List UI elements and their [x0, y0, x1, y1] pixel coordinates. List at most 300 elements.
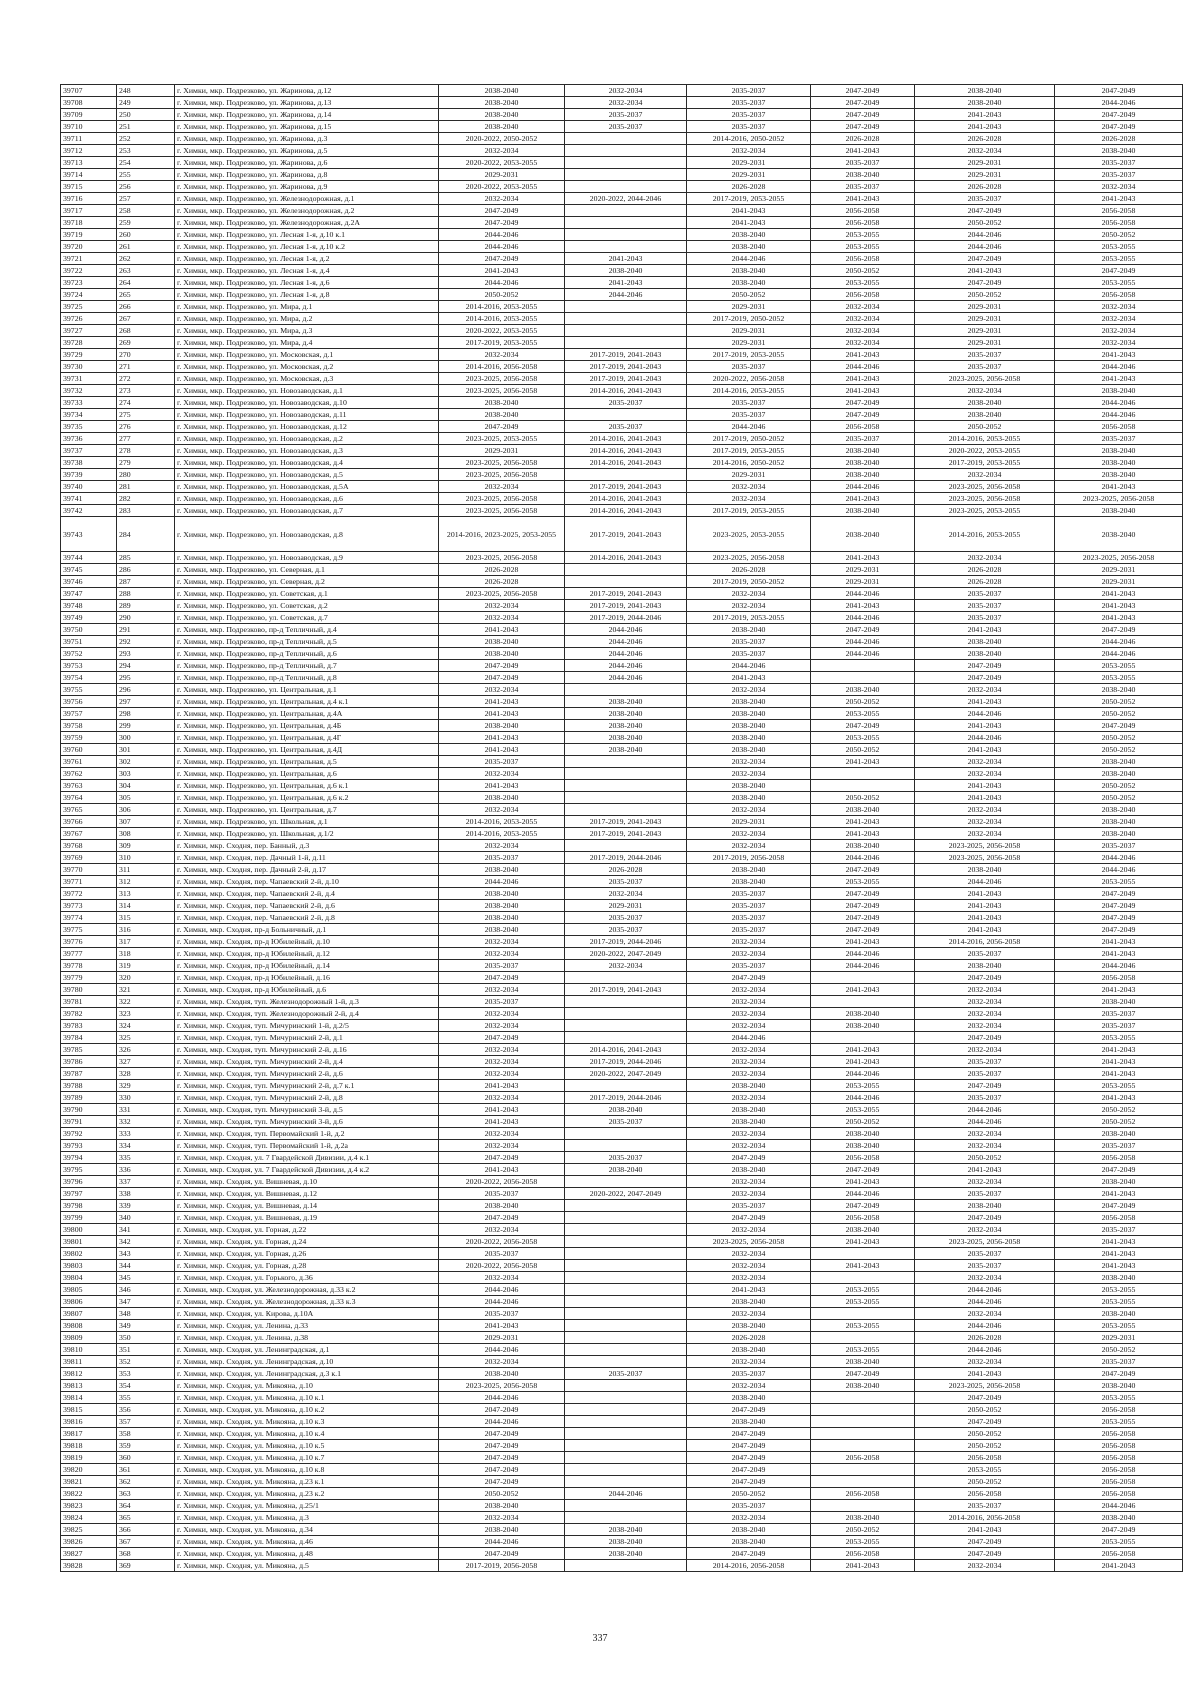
registry-number-cell: 39826 [61, 1536, 117, 1548]
period-2-cell [565, 1356, 687, 1368]
address-cell: г. Химки, мкр. Сходня, туп. Мичуринский 3-й, д.6 [175, 1116, 439, 1128]
period-3-cell: 2032-2034 [687, 1224, 811, 1236]
registry-number-cell: 39768 [61, 840, 117, 852]
period-2-cell: 2038-2040 [565, 732, 687, 744]
period-4-cell: 2053-2055 [811, 732, 915, 744]
period-5-cell: 2023-2025, 2056-2058 [915, 373, 1055, 385]
registry-number-cell: 39709 [61, 109, 117, 121]
table-row [61, 1248, 1183, 1260]
period-3-cell: 2047-2049 [687, 1404, 811, 1416]
period-1-cell: 2032-2034 [439, 1092, 565, 1104]
period-3-cell: 2035-2037 [687, 361, 811, 373]
period-3-cell: 2035-2037 [687, 924, 811, 936]
period-4-cell [811, 1404, 915, 1416]
period-4-cell: 2047-2049 [811, 109, 915, 121]
period-6-cell: 2053-2055 [1055, 253, 1183, 265]
period-5-cell: 2050-2052 [915, 289, 1055, 301]
address-cell: г. Химки, мкр. Сходня, ул. Микояна, д.10 [175, 1380, 439, 1392]
period-3-cell: 2029-2031 [687, 301, 811, 313]
table-row [61, 852, 1183, 864]
period-2-cell: 2032-2034 [565, 888, 687, 900]
period-6-cell: 2041-2043 [1055, 588, 1183, 600]
ordinal-cell: 301 [117, 744, 175, 756]
period-6-cell: 2047-2049 [1055, 888, 1183, 900]
address-cell: г. Химки, мкр. Сходня, пер. Дачный 2-й, д.17 [175, 864, 439, 876]
address-cell: г. Химки, мкр. Подрезково, ул. Лесная 1-я, д.10 к.2 [175, 241, 439, 253]
period-5-cell: 2038-2040 [915, 97, 1055, 109]
table-row [61, 948, 1183, 960]
period-3-cell: 2032-2034 [687, 804, 811, 816]
period-6-cell: 2029-2031 [1055, 1332, 1183, 1344]
period-1-cell: 2038-2040 [439, 1200, 565, 1212]
period-5-cell: 2035-2037 [915, 588, 1055, 600]
address-cell: г. Химки, мкр. Подрезково, ул. Центральная, д.4Б [175, 720, 439, 732]
period-5-cell: 2050-2052 [915, 1428, 1055, 1440]
period-1-cell: 2023-2025, 2053-2055 [439, 433, 565, 445]
table-row [61, 121, 1183, 133]
address-cell: г. Химки, мкр. Подрезково, ул. Новозаводская, д.3 [175, 445, 439, 457]
period-4-cell: 2038-2040 [811, 1128, 915, 1140]
table-row [61, 924, 1183, 936]
period-2-cell: 2017-2019, 2041-2043 [565, 361, 687, 373]
period-3-cell: 2041-2043 [687, 205, 811, 217]
period-4-cell: 2041-2043 [811, 385, 915, 397]
table-row [61, 912, 1183, 924]
address-cell: г. Химки, мкр. Сходня, туп. Мичуринский 2-й, д.4 [175, 1056, 439, 1068]
period-6-cell: 2041-2043 [1055, 349, 1183, 361]
table-row [61, 960, 1183, 972]
period-6-cell: 2035-2037 [1055, 840, 1183, 852]
period-4-cell: 2056-2058 [811, 217, 915, 229]
housing-register-table [60, 84, 1183, 1572]
period-3-cell: 2014-2016, 2050-2052 [687, 457, 811, 469]
period-1-cell: 2032-2034 [439, 349, 565, 361]
table-row [61, 792, 1183, 804]
period-1-cell: 2014-2016, 2053-2055 [439, 828, 565, 840]
period-3-cell: 2029-2031 [687, 816, 811, 828]
period-2-cell [565, 301, 687, 313]
period-6-cell: 2056-2058 [1055, 421, 1183, 433]
registry-number-cell: 39828 [61, 1560, 117, 1572]
address-cell: г. Химки, мкр. Подрезково, ул. Новозаводская, д.1 [175, 385, 439, 397]
period-1-cell: 2017-2019, 2056-2058 [439, 1560, 565, 1572]
period-2-cell [565, 313, 687, 325]
ordinal-cell: 364 [117, 1500, 175, 1512]
period-3-cell: 2026-2028 [687, 564, 811, 576]
period-5-cell: 2023-2025, 2056-2058 [915, 852, 1055, 864]
period-3-cell: 2038-2040 [687, 732, 811, 744]
period-4-cell: 2038-2040 [811, 804, 915, 816]
address-cell: г. Химки, мкр. Подрезково, ул. Новозаводская, д.7 [175, 505, 439, 517]
period-2-cell: 2032-2034 [565, 960, 687, 972]
ordinal-cell: 350 [117, 1332, 175, 1344]
period-6-cell: 2050-2052 [1055, 1104, 1183, 1116]
period-5-cell: 2047-2049 [915, 1536, 1055, 1548]
period-3-cell: 2032-2034 [687, 1140, 811, 1152]
ordinal-cell: 310 [117, 852, 175, 864]
period-5-cell: 2047-2049 [915, 277, 1055, 289]
period-3-cell: 2047-2049 [687, 1464, 811, 1476]
period-5-cell: 2044-2046 [915, 241, 1055, 253]
period-6-cell: 2041-2043 [1055, 1092, 1183, 1104]
period-6-cell: 2041-2043 [1055, 373, 1183, 385]
period-5-cell: 2032-2034 [915, 1128, 1055, 1140]
ordinal-cell: 259 [117, 217, 175, 229]
address-cell: г. Химки, мкр. Сходня, пр-д Юбилейный, д.14 [175, 960, 439, 972]
period-3-cell: 2035-2037 [687, 409, 811, 421]
ordinal-cell: 337 [117, 1176, 175, 1188]
ordinal-cell: 336 [117, 1164, 175, 1176]
registry-number-cell: 39769 [61, 852, 117, 864]
period-6-cell: 2038-2040 [1055, 768, 1183, 780]
period-1-cell: 2041-2043 [439, 744, 565, 756]
period-2-cell: 2038-2040 [565, 744, 687, 756]
period-6-cell: 2056-2058 [1055, 1488, 1183, 1500]
period-6-cell: 2041-2043 [1055, 948, 1183, 960]
period-4-cell [811, 972, 915, 984]
period-1-cell: 2050-2052 [439, 1488, 565, 1500]
period-3-cell: 2038-2040 [687, 277, 811, 289]
period-5-cell: 2047-2049 [915, 1416, 1055, 1428]
ordinal-cell: 355 [117, 1392, 175, 1404]
period-4-cell: 2038-2040 [811, 1380, 915, 1392]
period-5-cell: 2038-2040 [915, 636, 1055, 648]
ordinal-cell: 277 [117, 433, 175, 445]
period-6-cell: 2047-2049 [1055, 121, 1183, 133]
table-row [61, 517, 1183, 552]
period-3-cell: 2032-2034 [687, 936, 811, 948]
registry-number-cell: 39738 [61, 457, 117, 469]
period-3-cell: 2038-2040 [687, 1344, 811, 1356]
period-1-cell: 2041-2043 [439, 780, 565, 792]
period-4-cell: 2041-2043 [811, 1260, 915, 1272]
period-3-cell: 2032-2034 [687, 1092, 811, 1104]
address-cell: г. Химки, мкр. Сходня, ул. Ленина, д.38 [175, 1332, 439, 1344]
period-4-cell: 2041-2043 [811, 349, 915, 361]
address-cell: г. Химки, мкр. Сходня, туп. Мичуринский 2-й, д.1 [175, 1032, 439, 1044]
table-row [61, 205, 1183, 217]
registry-number-cell: 39778 [61, 960, 117, 972]
period-4-cell: 2032-2034 [811, 313, 915, 325]
ordinal-cell: 311 [117, 864, 175, 876]
period-4-cell: 2047-2049 [811, 924, 915, 936]
ordinal-cell: 313 [117, 888, 175, 900]
period-2-cell: 2017-2019, 2041-2043 [565, 984, 687, 996]
ordinal-cell: 334 [117, 1140, 175, 1152]
period-3-cell: 2017-2019, 2053-2055 [687, 505, 811, 517]
address-cell: г. Химки, мкр. Сходня, ул. Микояна, д.23 к.2 [175, 1488, 439, 1500]
ordinal-cell: 354 [117, 1380, 175, 1392]
period-5-cell: 2056-2058 [915, 1452, 1055, 1464]
period-3-cell: 2032-2034 [687, 145, 811, 157]
table-row [61, 97, 1183, 109]
period-5-cell: 2035-2037 [915, 1260, 1055, 1272]
table-body [61, 85, 1183, 1572]
table-row [61, 1056, 1183, 1068]
table-row [61, 732, 1183, 744]
period-4-cell: 2041-2043 [811, 1044, 915, 1056]
address-cell: г. Химки, мкр. Сходня, ул. Горная, д.28 [175, 1260, 439, 1272]
ordinal-cell: 328 [117, 1068, 175, 1080]
period-2-cell [565, 325, 687, 337]
period-4-cell: 2053-2055 [811, 1320, 915, 1332]
period-6-cell: 2044-2046 [1055, 960, 1183, 972]
table-row [61, 600, 1183, 612]
registry-number-cell: 39805 [61, 1284, 117, 1296]
registry-number-cell: 39733 [61, 397, 117, 409]
period-6-cell: 2056-2058 [1055, 1440, 1183, 1452]
period-4-cell: 2053-2055 [811, 1104, 915, 1116]
period-4-cell: 2047-2049 [811, 397, 915, 409]
address-cell: г. Химки, мкр. Сходня, ул. Ленина, д.33 [175, 1320, 439, 1332]
period-3-cell: 2017-2019, 2053-2055 [687, 193, 811, 205]
period-3-cell: 2032-2034 [687, 1056, 811, 1068]
period-6-cell: 2038-2040 [1055, 996, 1183, 1008]
period-1-cell: 2047-2049 [439, 253, 565, 265]
period-1-cell: 2035-2037 [439, 1248, 565, 1260]
period-1-cell: 2038-2040 [439, 1500, 565, 1512]
period-4-cell [811, 672, 915, 684]
period-2-cell: 2035-2037 [565, 924, 687, 936]
period-5-cell: 2050-2052 [915, 1404, 1055, 1416]
ordinal-cell: 338 [117, 1188, 175, 1200]
registry-number-cell: 39717 [61, 205, 117, 217]
ordinal-cell: 269 [117, 337, 175, 349]
period-3-cell: 2047-2049 [687, 972, 811, 984]
ordinal-cell: 362 [117, 1476, 175, 1488]
ordinal-cell: 366 [117, 1524, 175, 1536]
table-row [61, 1416, 1183, 1428]
period-4-cell: 2038-2040 [811, 517, 915, 552]
period-6-cell: 2038-2040 [1055, 804, 1183, 816]
period-4-cell: 2050-2052 [811, 792, 915, 804]
period-1-cell: 2038-2040 [439, 720, 565, 732]
period-6-cell: 2056-2058 [1055, 1548, 1183, 1560]
period-4-cell: 2044-2046 [811, 852, 915, 864]
registry-number-cell: 39720 [61, 241, 117, 253]
period-3-cell: 2038-2040 [687, 1320, 811, 1332]
period-6-cell: 2050-2052 [1055, 780, 1183, 792]
period-1-cell: 2041-2043 [439, 696, 565, 708]
period-4-cell: 2044-2046 [811, 1068, 915, 1080]
period-5-cell: 2026-2028 [915, 133, 1055, 145]
period-5-cell: 2035-2037 [915, 600, 1055, 612]
period-5-cell: 2038-2040 [915, 1200, 1055, 1212]
period-2-cell: 2032-2034 [565, 85, 687, 97]
period-2-cell: 2044-2046 [565, 636, 687, 648]
period-5-cell: 2047-2049 [915, 1212, 1055, 1224]
registry-number-cell: 39735 [61, 421, 117, 433]
address-cell: г. Химки, мкр. Подрезково, ул. Жаринова, д.15 [175, 121, 439, 133]
registry-number-cell: 39753 [61, 660, 117, 672]
period-5-cell: 2044-2046 [915, 1116, 1055, 1128]
table-row [61, 780, 1183, 792]
period-1-cell: 2032-2034 [439, 984, 565, 996]
period-4-cell: 2053-2055 [811, 1536, 915, 1548]
ordinal-cell: 352 [117, 1356, 175, 1368]
period-1-cell: 2032-2034 [439, 612, 565, 624]
period-6-cell: 2056-2058 [1055, 1404, 1183, 1416]
period-5-cell: 2032-2034 [915, 1008, 1055, 1020]
table-row [61, 1476, 1183, 1488]
ordinal-cell: 283 [117, 505, 175, 517]
period-5-cell: 2038-2040 [915, 409, 1055, 421]
period-2-cell [565, 780, 687, 792]
period-5-cell: 2029-2031 [915, 301, 1055, 313]
period-1-cell: 2041-2043 [439, 732, 565, 744]
period-2-cell [565, 1128, 687, 1140]
period-1-cell: 2023-2025, 2056-2058 [439, 505, 565, 517]
period-3-cell: 2038-2040 [687, 1416, 811, 1428]
registry-number-cell: 39713 [61, 157, 117, 169]
period-1-cell: 2047-2049 [439, 1404, 565, 1416]
period-6-cell: 2053-2055 [1055, 1080, 1183, 1092]
ordinal-cell: 266 [117, 301, 175, 313]
table-row [61, 1380, 1183, 1392]
period-3-cell: 2038-2040 [687, 792, 811, 804]
period-6-cell: 2032-2034 [1055, 301, 1183, 313]
period-6-cell: 2056-2058 [1055, 1152, 1183, 1164]
period-1-cell: 2023-2025, 2056-2058 [439, 493, 565, 505]
period-1-cell: 2047-2049 [439, 1428, 565, 1440]
table-row [61, 636, 1183, 648]
period-3-cell: 2035-2037 [687, 900, 811, 912]
period-6-cell: 2029-2031 [1055, 564, 1183, 576]
period-6-cell: 2044-2046 [1055, 97, 1183, 109]
period-2-cell [565, 1176, 687, 1188]
period-5-cell: 2050-2052 [915, 1476, 1055, 1488]
period-6-cell: 2053-2055 [1055, 876, 1183, 888]
period-3-cell: 2041-2043 [687, 217, 811, 229]
period-3-cell: 2017-2019, 2053-2055 [687, 349, 811, 361]
period-1-cell: 2023-2025, 2056-2058 [439, 588, 565, 600]
table-row [61, 229, 1183, 241]
registry-number-cell: 39762 [61, 768, 117, 780]
period-2-cell: 2035-2037 [565, 1152, 687, 1164]
period-4-cell [811, 996, 915, 1008]
registry-number-cell: 39734 [61, 409, 117, 421]
period-2-cell [565, 409, 687, 421]
period-6-cell: 2053-2055 [1055, 1296, 1183, 1308]
period-6-cell: 2041-2043 [1055, 1260, 1183, 1272]
period-2-cell: 2044-2046 [565, 648, 687, 660]
period-2-cell [565, 576, 687, 588]
table-row [61, 1104, 1183, 1116]
address-cell: г. Химки, мкр. Сходня, ул. Вишневая, д.19 [175, 1212, 439, 1224]
period-2-cell: 2017-2019, 2044-2046 [565, 1056, 687, 1068]
period-5-cell: 2041-2043 [915, 265, 1055, 277]
address-cell: г. Химки, мкр. Подрезково, ул. Школьная, д.1 [175, 816, 439, 828]
period-1-cell: 2047-2049 [439, 217, 565, 229]
ordinal-cell: 342 [117, 1236, 175, 1248]
period-6-cell: 2032-2034 [1055, 313, 1183, 325]
period-2-cell [565, 469, 687, 481]
period-2-cell: 2041-2043 [565, 277, 687, 289]
period-2-cell: 2020-2022, 2047-2049 [565, 948, 687, 960]
ordinal-cell: 321 [117, 984, 175, 996]
period-5-cell: 2032-2034 [915, 756, 1055, 768]
ordinal-cell: 340 [117, 1212, 175, 1224]
ordinal-cell: 300 [117, 732, 175, 744]
period-5-cell: 2035-2037 [915, 1068, 1055, 1080]
ordinal-cell: 250 [117, 109, 175, 121]
period-4-cell: 2038-2040 [811, 469, 915, 481]
period-1-cell: 2023-2025, 2056-2058 [439, 385, 565, 397]
period-3-cell: 2032-2034 [687, 1260, 811, 1272]
period-6-cell: 2038-2040 [1055, 1272, 1183, 1284]
period-3-cell: 2038-2040 [687, 1296, 811, 1308]
table-row [61, 828, 1183, 840]
table-row [61, 1188, 1183, 1200]
period-3-cell: 2038-2040 [687, 1164, 811, 1176]
address-cell: г. Химки, мкр. Подрезково, ул. Железнодорожная, д.2 [175, 205, 439, 217]
table-row [61, 708, 1183, 720]
period-2-cell [565, 337, 687, 349]
period-6-cell: 2047-2049 [1055, 900, 1183, 912]
period-2-cell: 2017-2019, 2041-2043 [565, 373, 687, 385]
table-row [61, 612, 1183, 624]
table-row [61, 1212, 1183, 1224]
period-1-cell: 2038-2040 [439, 409, 565, 421]
period-2-cell: 2038-2040 [565, 1536, 687, 1548]
registry-number-cell: 39789 [61, 1092, 117, 1104]
period-1-cell: 2032-2034 [439, 936, 565, 948]
ordinal-cell: 255 [117, 169, 175, 181]
period-1-cell: 2047-2049 [439, 1452, 565, 1464]
period-2-cell: 2044-2046 [565, 624, 687, 636]
table-row [61, 564, 1183, 576]
period-6-cell: 2038-2040 [1055, 385, 1183, 397]
address-cell: г. Химки, мкр. Сходня, пер. Чапаевский 2-й, д.4 [175, 888, 439, 900]
period-3-cell: 2029-2031 [687, 469, 811, 481]
table-row [61, 85, 1183, 97]
period-4-cell: 2029-2031 [811, 564, 915, 576]
period-3-cell: 2023-2025, 2053-2055 [687, 517, 811, 552]
address-cell: г. Химки, мкр. Подрезково, ул. Лесная 1-я, д.2 [175, 253, 439, 265]
period-1-cell: 2014-2016, 2053-2055 [439, 301, 565, 313]
ordinal-cell: 260 [117, 229, 175, 241]
period-2-cell: 2035-2037 [565, 912, 687, 924]
period-3-cell: 2047-2049 [687, 1428, 811, 1440]
address-cell: г. Химки, мкр. Подрезково, ул. Жаринова, д.3 [175, 133, 439, 145]
period-2-cell: 2017-2019, 2041-2043 [565, 517, 687, 552]
address-cell: г. Химки, мкр. Подрезково, ул. Новозаводская, д.11 [175, 409, 439, 421]
period-2-cell [565, 1260, 687, 1272]
period-5-cell: 2047-2049 [915, 1080, 1055, 1092]
address-cell: г. Химки, мкр. Подрезково, ул. Новозаводская, д.10 [175, 397, 439, 409]
period-5-cell: 2029-2031 [915, 169, 1055, 181]
ordinal-cell: 306 [117, 804, 175, 816]
table-row [61, 1512, 1183, 1524]
period-3-cell: 2038-2040 [687, 229, 811, 241]
period-2-cell: 2014-2016, 2041-2043 [565, 505, 687, 517]
period-4-cell: 2044-2046 [811, 948, 915, 960]
address-cell: г. Химки, мкр. Сходня, пр-д Юбилейный, д.16 [175, 972, 439, 984]
period-4-cell: 2041-2043 [811, 816, 915, 828]
period-6-cell: 2023-2025, 2056-2058 [1055, 552, 1183, 564]
address-cell: г. Химки, мкр. Подрезково, ул. Жаринова, д.13 [175, 97, 439, 109]
period-1-cell: 2032-2034 [439, 1008, 565, 1020]
table-row [61, 768, 1183, 780]
period-3-cell: 2023-2025, 2056-2058 [687, 1236, 811, 1248]
registry-number-cell: 39751 [61, 636, 117, 648]
table-row [61, 241, 1183, 253]
period-2-cell: 2038-2040 [565, 708, 687, 720]
period-2-cell: 2038-2040 [565, 265, 687, 277]
address-cell: г. Химки, мкр. Сходня, ул. Микояна, д.10 к.5 [175, 1440, 439, 1452]
period-6-cell: 2056-2058 [1055, 1212, 1183, 1224]
ordinal-cell: 251 [117, 121, 175, 133]
